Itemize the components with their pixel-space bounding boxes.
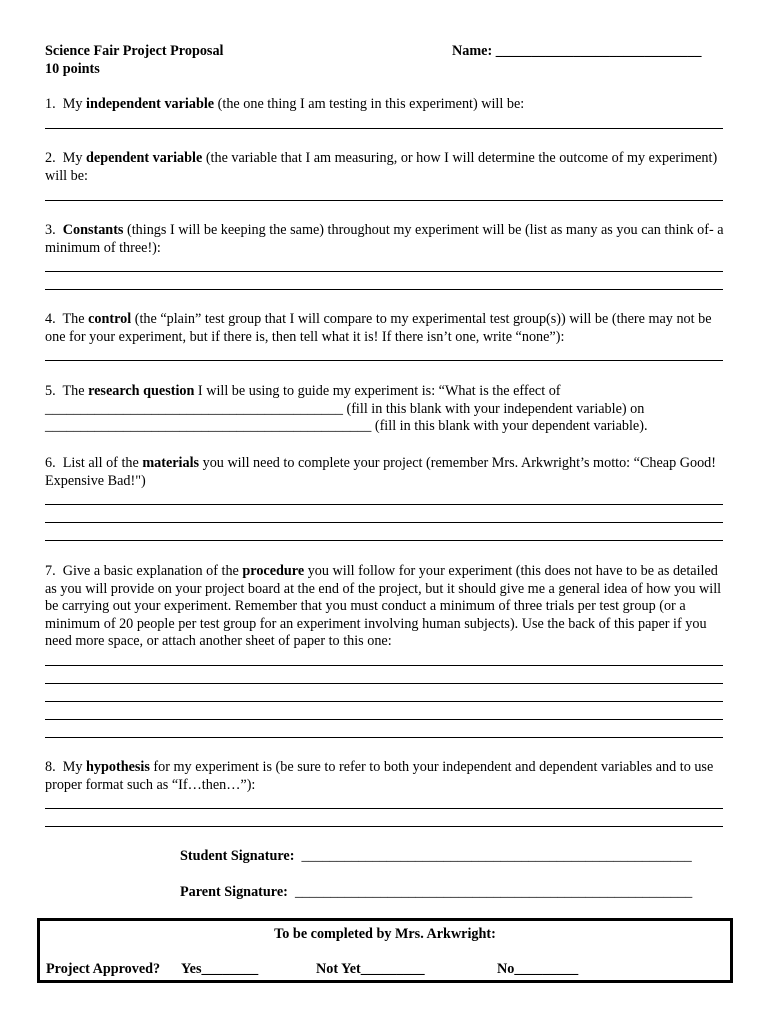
parent-signature-label: Parent Signature: <box>180 884 288 900</box>
teacher-box-heading: To be completed by Mrs. Arkwright: <box>274 926 496 942</box>
answer-line[interactable] <box>45 665 723 666</box>
question-6: 6. List all of the materials you will need to complete your project (remember Mrs. Arkwright’s motto: “Cheap Good! Expensive Bad!") <box>45 455 716 489</box>
approved-not-yet[interactable]: Not Yet_________ <box>316 961 425 977</box>
approved-yes[interactable]: Yes________ <box>181 961 259 977</box>
student-signature-label: Student Signature: <box>180 848 295 864</box>
name-blank: _____________________________ <box>495 43 702 59</box>
question-1: 1. My independent variable (the one thing I am testing in this experiment) will be: <box>45 96 525 112</box>
answer-line[interactable] <box>45 271 723 272</box>
answer-line[interactable] <box>45 826 723 827</box>
parent-signature[interactable] <box>180 884 692 901</box>
name-field[interactable] <box>452 43 701 60</box>
question-2: 2. My dependent variable (the variable that I am measuring, or how I will determine the outcome of my experiment) will be: <box>45 150 718 184</box>
answer-line[interactable] <box>45 504 723 505</box>
answer-line[interactable] <box>45 683 723 684</box>
question-4: 4. The control (the “plain” test group that I will compare to my experimental test group(s)) will be (there may not be one for your experiment, but if there is, then tell what it is! If there isn’t one, write “none”): <box>45 311 712 345</box>
answer-line[interactable] <box>45 128 723 129</box>
question-3: 3. Constants (things I will be keeping the same) throughout my experiment will be (list as many as you can think of- a minimum of three!): <box>45 222 724 256</box>
teacher-approval-box <box>37 918 733 983</box>
answer-line[interactable] <box>45 200 723 201</box>
student-signature[interactable] <box>180 848 692 865</box>
answer-line[interactable] <box>45 540 723 541</box>
question-5: 5. The research question I will be using to guide my experiment is: “What is the effect of __________________________________________ (fill in this blank with your independent variable) on ______________________________________________ (fill in this blank with your dependent variable). <box>45 383 648 434</box>
answer-line[interactable] <box>45 289 723 290</box>
question-8: 8. My hypothesis for my experiment is (be sure to refer to both your independent and dependent variables and to use proper format such as “If…then…”): <box>45 759 714 793</box>
student-signature-blank[interactable]: _______________________________________________________ <box>301 848 692 864</box>
answer-line[interactable] <box>45 719 723 720</box>
q5-blank-dependent[interactable]: ______________________________________________ <box>45 418 372 434</box>
answer-line[interactable] <box>45 522 723 523</box>
answer-line[interactable] <box>45 808 723 809</box>
answer-line[interactable] <box>45 737 723 738</box>
answer-line[interactable] <box>45 360 723 361</box>
form-title: Science Fair Project Proposal <box>45 43 224 59</box>
points-label: 10 points <box>45 61 100 77</box>
q5-blank-independent[interactable]: __________________________________________ <box>45 400 343 417</box>
approved-no[interactable]: No_________ <box>497 961 579 977</box>
name-label: Name: <box>452 43 493 59</box>
parent-signature-blank[interactable]: ________________________________________________________ <box>294 884 693 900</box>
answer-line[interactable] <box>45 701 723 702</box>
project-approved-label: Project Approved? <box>46 961 161 977</box>
question-7: 7. Give a basic explanation of the procedure you will follow for your experiment (this does not have to be as detailed as you will provide on your project board at the end of the project, but it should give me a general idea of how you will be carrying out your experiment. Remember that you must conduct a minimum of three trials per test group (or a minimum of 20 people per test group for an experiment involving human subjects). Use the back of this paper if you need more space, or attach another sheet of paper to this one: <box>45 563 722 649</box>
